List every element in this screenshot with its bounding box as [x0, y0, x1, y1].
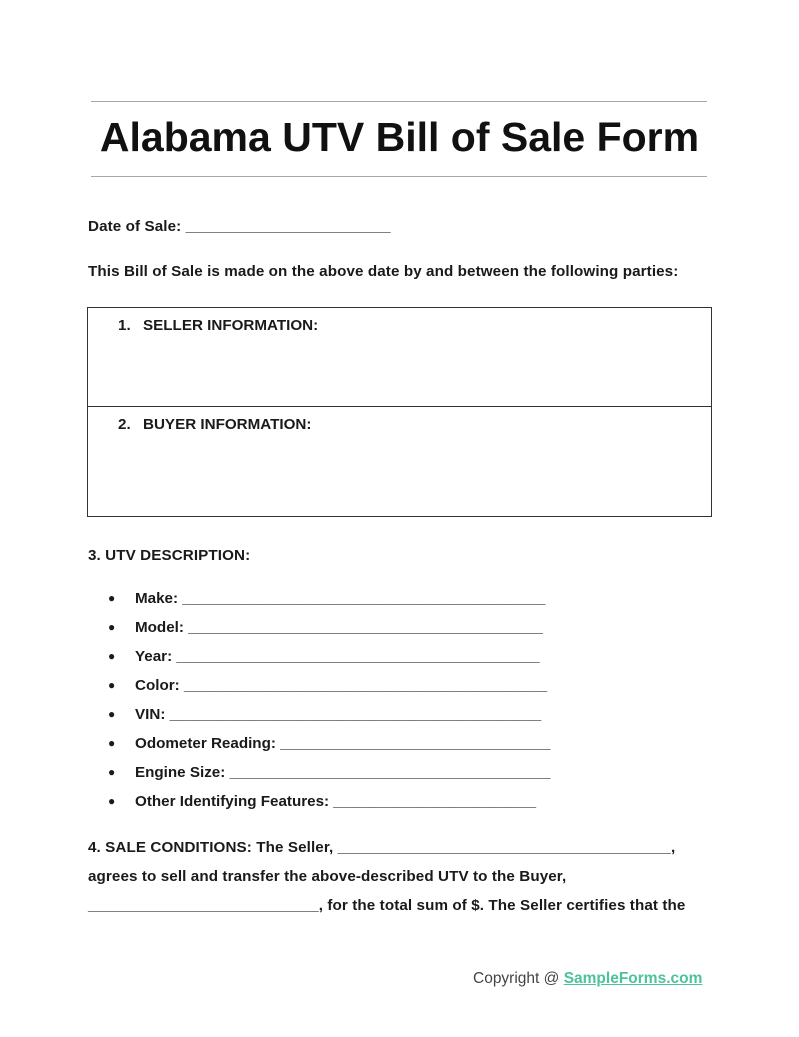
- copyright-footer: [473, 970, 702, 988]
- bullet-icon: ●: [108, 707, 116, 721]
- sale-conditions-line-1: 4. SALE CONDITIONS: The Seller, _______________________________________,: [88, 839, 676, 856]
- other-features-field: Other Identifying Features: ________________________: [135, 793, 537, 810]
- copyright-prefix: Copyright @: [473, 970, 564, 987]
- bullet-icon: ●: [108, 591, 116, 605]
- list-item: [108, 590, 550, 619]
- bullet-icon: ●: [108, 678, 116, 692]
- bullet-icon: ●: [108, 794, 116, 808]
- color-field: Color: ___________________________________________: [135, 677, 548, 694]
- bullet-icon: ●: [108, 649, 116, 663]
- sale-conditions-line-2: agrees to sell and transfer the above-described UTV to the Buyer,: [88, 868, 567, 885]
- list-item: [108, 706, 550, 735]
- buyer-info-cell: [88, 407, 711, 516]
- bullet-icon: ●: [108, 620, 116, 634]
- model-field: Model: __________________________________________: [135, 619, 543, 636]
- top-rule: [91, 101, 707, 102]
- seller-info-number: 1.: [118, 317, 131, 334]
- list-item: [108, 764, 550, 793]
- page-title: Alabama UTV Bill of Sale Form: [99, 114, 700, 160]
- list-item: [108, 648, 550, 677]
- title-rule: [91, 176, 707, 177]
- vin-field: VIN: ____________________________________________: [135, 706, 542, 723]
- seller-info-cell: [88, 308, 711, 407]
- list-item: [108, 677, 550, 706]
- seller-info-heading: [118, 317, 318, 334]
- make-field: Make: ___________________________________________: [135, 590, 546, 607]
- sale-conditions-line-3: ___________________________, for the total sum of $. The Seller certifies that the: [88, 897, 686, 914]
- list-item: [108, 793, 550, 822]
- date-of-sale-field: Date of Sale: ________________________: [88, 218, 391, 235]
- parties-table: [87, 307, 712, 517]
- bullet-icon: ●: [108, 736, 116, 750]
- list-item: [108, 735, 550, 764]
- year-field: Year: ___________________________________________: [135, 648, 540, 665]
- buyer-info-number: 2.: [118, 416, 131, 433]
- seller-info-label: SELLER INFORMATION:: [143, 317, 319, 334]
- buyer-info-label: BUYER INFORMATION:: [143, 416, 312, 433]
- bullet-icon: ●: [108, 765, 116, 779]
- engine-size-field: Engine Size: ______________________________________: [135, 764, 551, 781]
- intro-text: This Bill of Sale is made on the above date by and between the following parties:: [88, 263, 679, 280]
- brand-link[interactable]: SampleForms.com: [563, 970, 703, 987]
- buyer-info-heading: [118, 416, 311, 433]
- odometer-reading-field: Odometer Reading: ________________________________: [135, 735, 551, 752]
- utv-description-list: [108, 590, 550, 822]
- utv-description-heading: 3. UTV DESCRIPTION:: [88, 547, 251, 564]
- list-item: [108, 619, 550, 648]
